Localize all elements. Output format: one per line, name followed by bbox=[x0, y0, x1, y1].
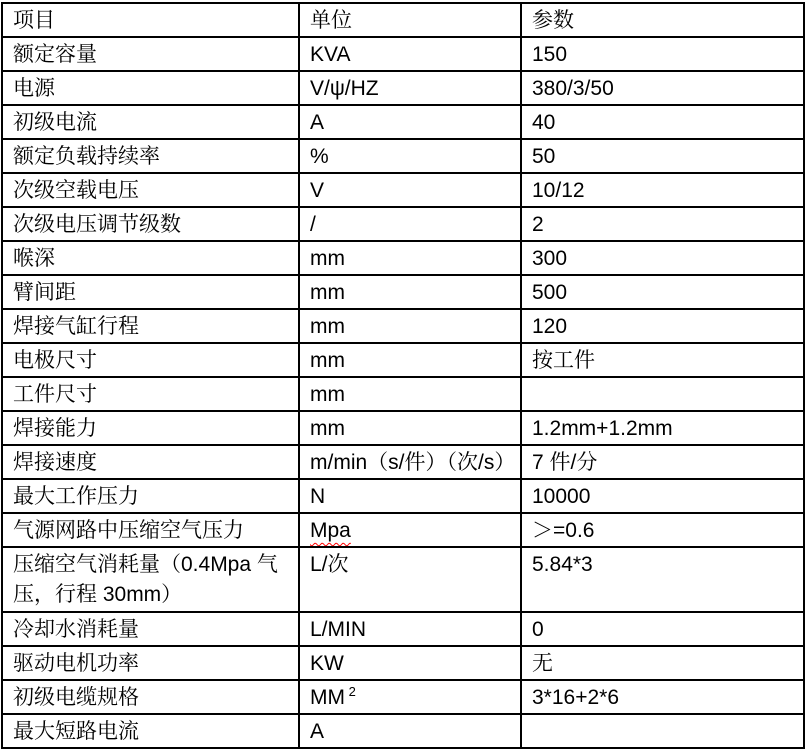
item-text: 气源网路中压缩空气压力 bbox=[13, 519, 244, 542]
item-cell bbox=[2, 139, 299, 173]
unit-text: KW bbox=[310, 652, 344, 675]
value-cell bbox=[521, 612, 804, 646]
table-row bbox=[2, 411, 804, 445]
unit-cell bbox=[299, 445, 521, 479]
value-text: 500 bbox=[532, 281, 568, 304]
value-text: ＞=0.6 bbox=[532, 519, 595, 542]
table-row bbox=[2, 71, 804, 105]
item-text: 额定容量 bbox=[13, 43, 97, 66]
item-cell bbox=[2, 714, 299, 748]
unit-cell bbox=[299, 207, 521, 241]
value-cell bbox=[521, 275, 804, 309]
value-cell bbox=[521, 37, 804, 71]
value-cell bbox=[521, 513, 804, 547]
item-cell bbox=[2, 513, 299, 547]
unit-text: V/ψ/HZ bbox=[310, 77, 379, 100]
value-text: 150 bbox=[532, 43, 568, 66]
unit-text: Mpa bbox=[310, 519, 351, 542]
item-text: 驱动电机功率 bbox=[13, 652, 139, 675]
item-text: 初级电缆规格 bbox=[13, 686, 139, 709]
item-cell bbox=[2, 646, 299, 680]
value-cell bbox=[521, 105, 804, 139]
unit-cell bbox=[299, 479, 521, 513]
unit-cell bbox=[299, 241, 521, 275]
item-cell bbox=[2, 411, 299, 445]
item-text: 初级电流 bbox=[13, 111, 97, 134]
value-cell bbox=[521, 71, 804, 105]
table-row bbox=[2, 714, 804, 748]
item-cell bbox=[2, 173, 299, 207]
value-cell bbox=[521, 714, 804, 748]
unit-cell bbox=[299, 612, 521, 646]
unit-text: L/MIN bbox=[310, 618, 367, 641]
unit-superscript: 2 bbox=[345, 684, 356, 699]
value-text: 1.2mm+1.2mm bbox=[532, 417, 673, 440]
unit-text: mm bbox=[310, 383, 345, 406]
table-row bbox=[2, 479, 804, 513]
value-text: 380/3/50 bbox=[532, 77, 614, 100]
unit-cell bbox=[299, 680, 521, 714]
item-cell bbox=[2, 612, 299, 646]
item-cell bbox=[2, 207, 299, 241]
value-cell bbox=[521, 646, 804, 680]
item-text: 电极尺寸 bbox=[13, 349, 97, 372]
table-row bbox=[2, 105, 804, 139]
table-row bbox=[2, 139, 804, 173]
item-text: 焊接速度 bbox=[13, 451, 97, 474]
table-row bbox=[2, 37, 804, 71]
item-cell bbox=[2, 445, 299, 479]
value-text: 0 bbox=[532, 618, 544, 641]
item-cell bbox=[2, 275, 299, 309]
unit-text: mm bbox=[310, 417, 345, 440]
unit-text: V bbox=[310, 179, 325, 202]
unit-cell bbox=[299, 646, 521, 680]
value-text: 7 件/分 bbox=[532, 451, 598, 474]
item-text: 次级电压调节级数 bbox=[13, 213, 181, 236]
unit-text: L/次 bbox=[310, 553, 349, 576]
value-text: 10000 bbox=[532, 485, 591, 508]
unit-text: % bbox=[310, 145, 329, 168]
table-row bbox=[2, 309, 804, 343]
unit-cell bbox=[299, 513, 521, 547]
unit-text: mm bbox=[310, 247, 345, 270]
unit-text: / bbox=[310, 213, 316, 236]
table-row bbox=[2, 343, 804, 377]
unit-cell bbox=[299, 37, 521, 71]
table-body bbox=[2, 37, 804, 748]
value-cell bbox=[521, 173, 804, 207]
value-cell bbox=[521, 309, 804, 343]
item-cell bbox=[2, 343, 299, 377]
header-cell-item: 项目 bbox=[2, 3, 299, 37]
unit-cell bbox=[299, 275, 521, 309]
spec-table bbox=[1, 2, 805, 749]
unit-cell bbox=[299, 173, 521, 207]
value-text: 5.84*3 bbox=[532, 553, 593, 576]
unit-cell bbox=[299, 105, 521, 139]
item-cell bbox=[2, 479, 299, 513]
unit-text: A bbox=[310, 720, 325, 743]
item-cell bbox=[2, 105, 299, 139]
value-cell bbox=[521, 479, 804, 513]
table-row bbox=[2, 547, 804, 612]
table-row bbox=[2, 207, 804, 241]
unit-cell bbox=[299, 411, 521, 445]
item-text: 最大工作压力 bbox=[13, 485, 139, 508]
value-cell bbox=[521, 139, 804, 173]
item-text: 工件尺寸 bbox=[13, 383, 97, 406]
item-text: 冷却水消耗量 bbox=[13, 618, 139, 641]
unit-cell bbox=[299, 309, 521, 343]
value-cell bbox=[521, 445, 804, 479]
table-row bbox=[2, 275, 804, 309]
value-text: 50 bbox=[532, 145, 556, 168]
value-cell bbox=[521, 680, 804, 714]
unit-text: m/min（s/件）（次/s） bbox=[310, 451, 516, 474]
value-text: 10/12 bbox=[532, 179, 585, 202]
table-row bbox=[2, 513, 804, 547]
value-cell bbox=[521, 343, 804, 377]
unit-cell bbox=[299, 377, 521, 411]
item-text: 臂间距 bbox=[13, 281, 76, 304]
item-text: 喉深 bbox=[13, 247, 55, 270]
item-text: 电源 bbox=[13, 77, 55, 100]
header-row bbox=[2, 3, 804, 37]
item-cell bbox=[2, 241, 299, 275]
table-row bbox=[2, 377, 804, 411]
value-cell bbox=[521, 241, 804, 275]
item-text: 最大短路电流 bbox=[13, 720, 139, 743]
value-text: 2 bbox=[532, 213, 544, 236]
value-cell bbox=[521, 207, 804, 241]
value-text: 无 bbox=[532, 652, 553, 675]
value-text: 120 bbox=[532, 315, 568, 338]
unit-cell bbox=[299, 139, 521, 173]
unit-text: mm bbox=[310, 281, 345, 304]
unit-text: mm bbox=[310, 315, 345, 338]
header-cell-unit: 单位 bbox=[299, 3, 521, 37]
table-row bbox=[2, 646, 804, 680]
item-text: 次级空载电压 bbox=[13, 179, 139, 202]
unit-text: KVA bbox=[310, 43, 351, 66]
table-row bbox=[2, 241, 804, 275]
item-cell bbox=[2, 377, 299, 411]
table-row bbox=[2, 445, 804, 479]
item-cell bbox=[2, 309, 299, 343]
value-cell bbox=[521, 547, 804, 612]
value-cell bbox=[521, 377, 804, 411]
unit-cell bbox=[299, 547, 521, 612]
unit-text: MM bbox=[310, 686, 345, 709]
value-text: 300 bbox=[532, 247, 568, 270]
unit-cell bbox=[299, 343, 521, 377]
unit-cell bbox=[299, 71, 521, 105]
unit-text: mm bbox=[310, 349, 345, 372]
item-cell bbox=[2, 37, 299, 71]
item-text: 焊接能力 bbox=[13, 417, 97, 440]
header-cell-param: 参数 bbox=[521, 3, 804, 37]
item-cell bbox=[2, 547, 299, 612]
item-text: 焊接气缸行程 bbox=[13, 315, 139, 338]
table-row bbox=[2, 680, 804, 714]
unit-cell bbox=[299, 714, 521, 748]
item-text: 额定负载持续率 bbox=[13, 145, 160, 168]
item-text: 压缩空气消耗量（0.4Mpa 气压，行程 30mm） bbox=[13, 553, 278, 606]
unit-text: A bbox=[310, 111, 325, 134]
value-text: 40 bbox=[532, 111, 556, 134]
item-cell bbox=[2, 71, 299, 105]
item-cell bbox=[2, 680, 299, 714]
table-row bbox=[2, 173, 804, 207]
unit-text: N bbox=[310, 485, 326, 508]
table-header bbox=[2, 3, 804, 37]
value-text: 按工件 bbox=[532, 349, 595, 372]
value-text: 3*16+2*6 bbox=[532, 686, 620, 709]
value-cell bbox=[521, 411, 804, 445]
table-row bbox=[2, 612, 804, 646]
